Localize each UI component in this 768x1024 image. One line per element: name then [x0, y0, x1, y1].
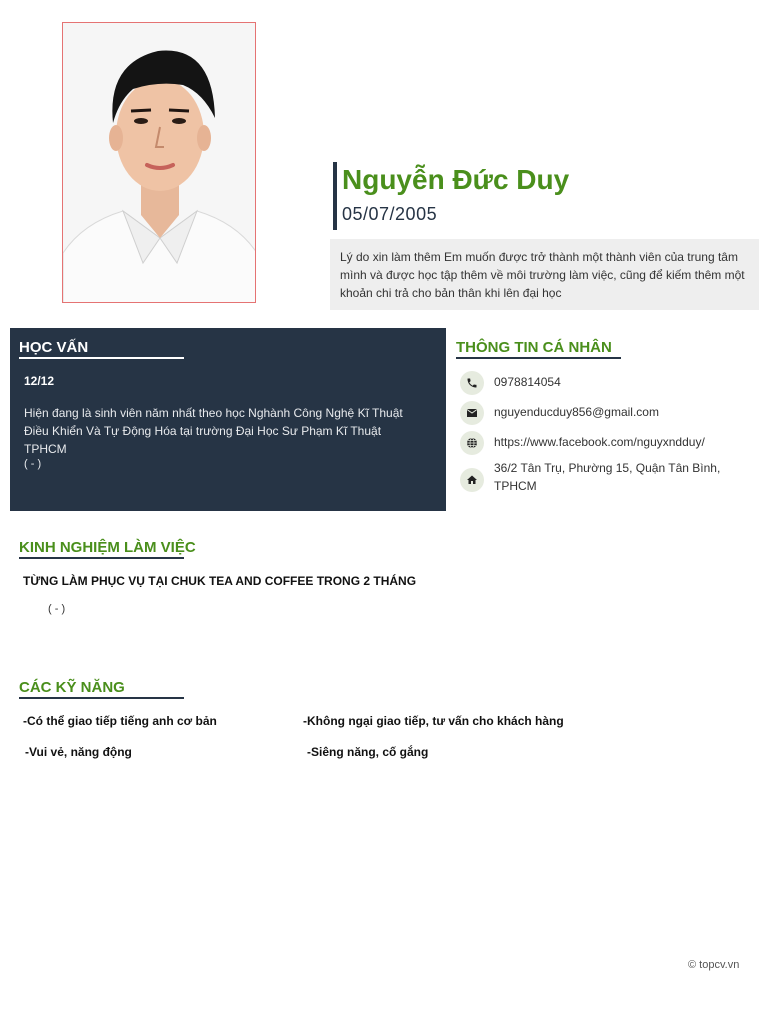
- education-section: [10, 328, 446, 511]
- job-title: TỪNG LÀM PHỤC VỤ TẠI CHUK TEA AND COFFEE TRONG 2 THÁNG: [23, 574, 417, 588]
- profile-photo-image: [63, 23, 256, 303]
- full-name: Nguyễn Đức Duy: [342, 164, 570, 195]
- website-row: [460, 431, 760, 455]
- phone-number: 0978814054: [494, 375, 561, 389]
- phone-row: [460, 371, 760, 395]
- skills-underline: [19, 697, 184, 699]
- personal-info-underline: [456, 357, 621, 359]
- education-description: Hiện đang là sinh viên năm nhất theo học Nghành Công Nghệ Kĩ Thuật Điều Khiển Và Tự Động Hóa tại trường Đại Học Sư Phạm Kĩ Thuật TPHCM: [24, 406, 403, 456]
- experience-heading: KINH NGHIỆM LÀM VIỆC: [19, 539, 196, 556]
- email-address[interactable]: nguyenducduy856@gmail.com: [494, 405, 659, 419]
- education-heading: HỌC VẤN: [19, 339, 89, 356]
- email-icon: [460, 401, 484, 425]
- experience-underline: [19, 557, 184, 559]
- address-row: [460, 461, 760, 493]
- phone-icon: [460, 371, 484, 395]
- home-icon: [460, 468, 484, 492]
- job-dates: ( - ): [48, 603, 66, 615]
- personal-info-heading: THÔNG TIN CÁ NHÂN: [456, 339, 612, 356]
- website-link[interactable]: https://www.facebook.com/nguyxndduy/: [494, 435, 705, 449]
- profile-photo: [62, 22, 256, 303]
- skill-item: -Không ngại giao tiếp, tư vấn cho khách hàng: [303, 714, 564, 728]
- education-period: 12/12: [24, 374, 55, 388]
- name-block: [333, 162, 757, 230]
- date-of-birth: 05/07/2005: [342, 204, 438, 224]
- skills-heading: CÁC KỸ NĂNG: [19, 679, 125, 696]
- email-row: [460, 401, 760, 425]
- skill-item: -Siêng năng, cố gắng: [307, 745, 429, 759]
- education-underline: [19, 357, 184, 359]
- globe-icon: [460, 431, 484, 455]
- skill-item: -Có thể giao tiếp tiếng anh cơ bản: [23, 714, 217, 728]
- address-text: 36/2 Tân Trụ, Phường 15, Quận Tân Bình, TPHCM: [494, 461, 721, 493]
- education-dates: ( - ): [24, 458, 42, 470]
- footer-credit: © topcv.vn: [688, 959, 740, 971]
- skill-item: -Vui vẻ, năng động: [25, 745, 132, 759]
- objective-box: Lý do xin làm thêm Em muốn được trở thành một thành viên của trung tâm mình và được học tập thêm về môi trường làm việc, cũng để kiếm thêm một khoản chi trả cho bản thân khi lên đại học: [330, 239, 759, 310]
